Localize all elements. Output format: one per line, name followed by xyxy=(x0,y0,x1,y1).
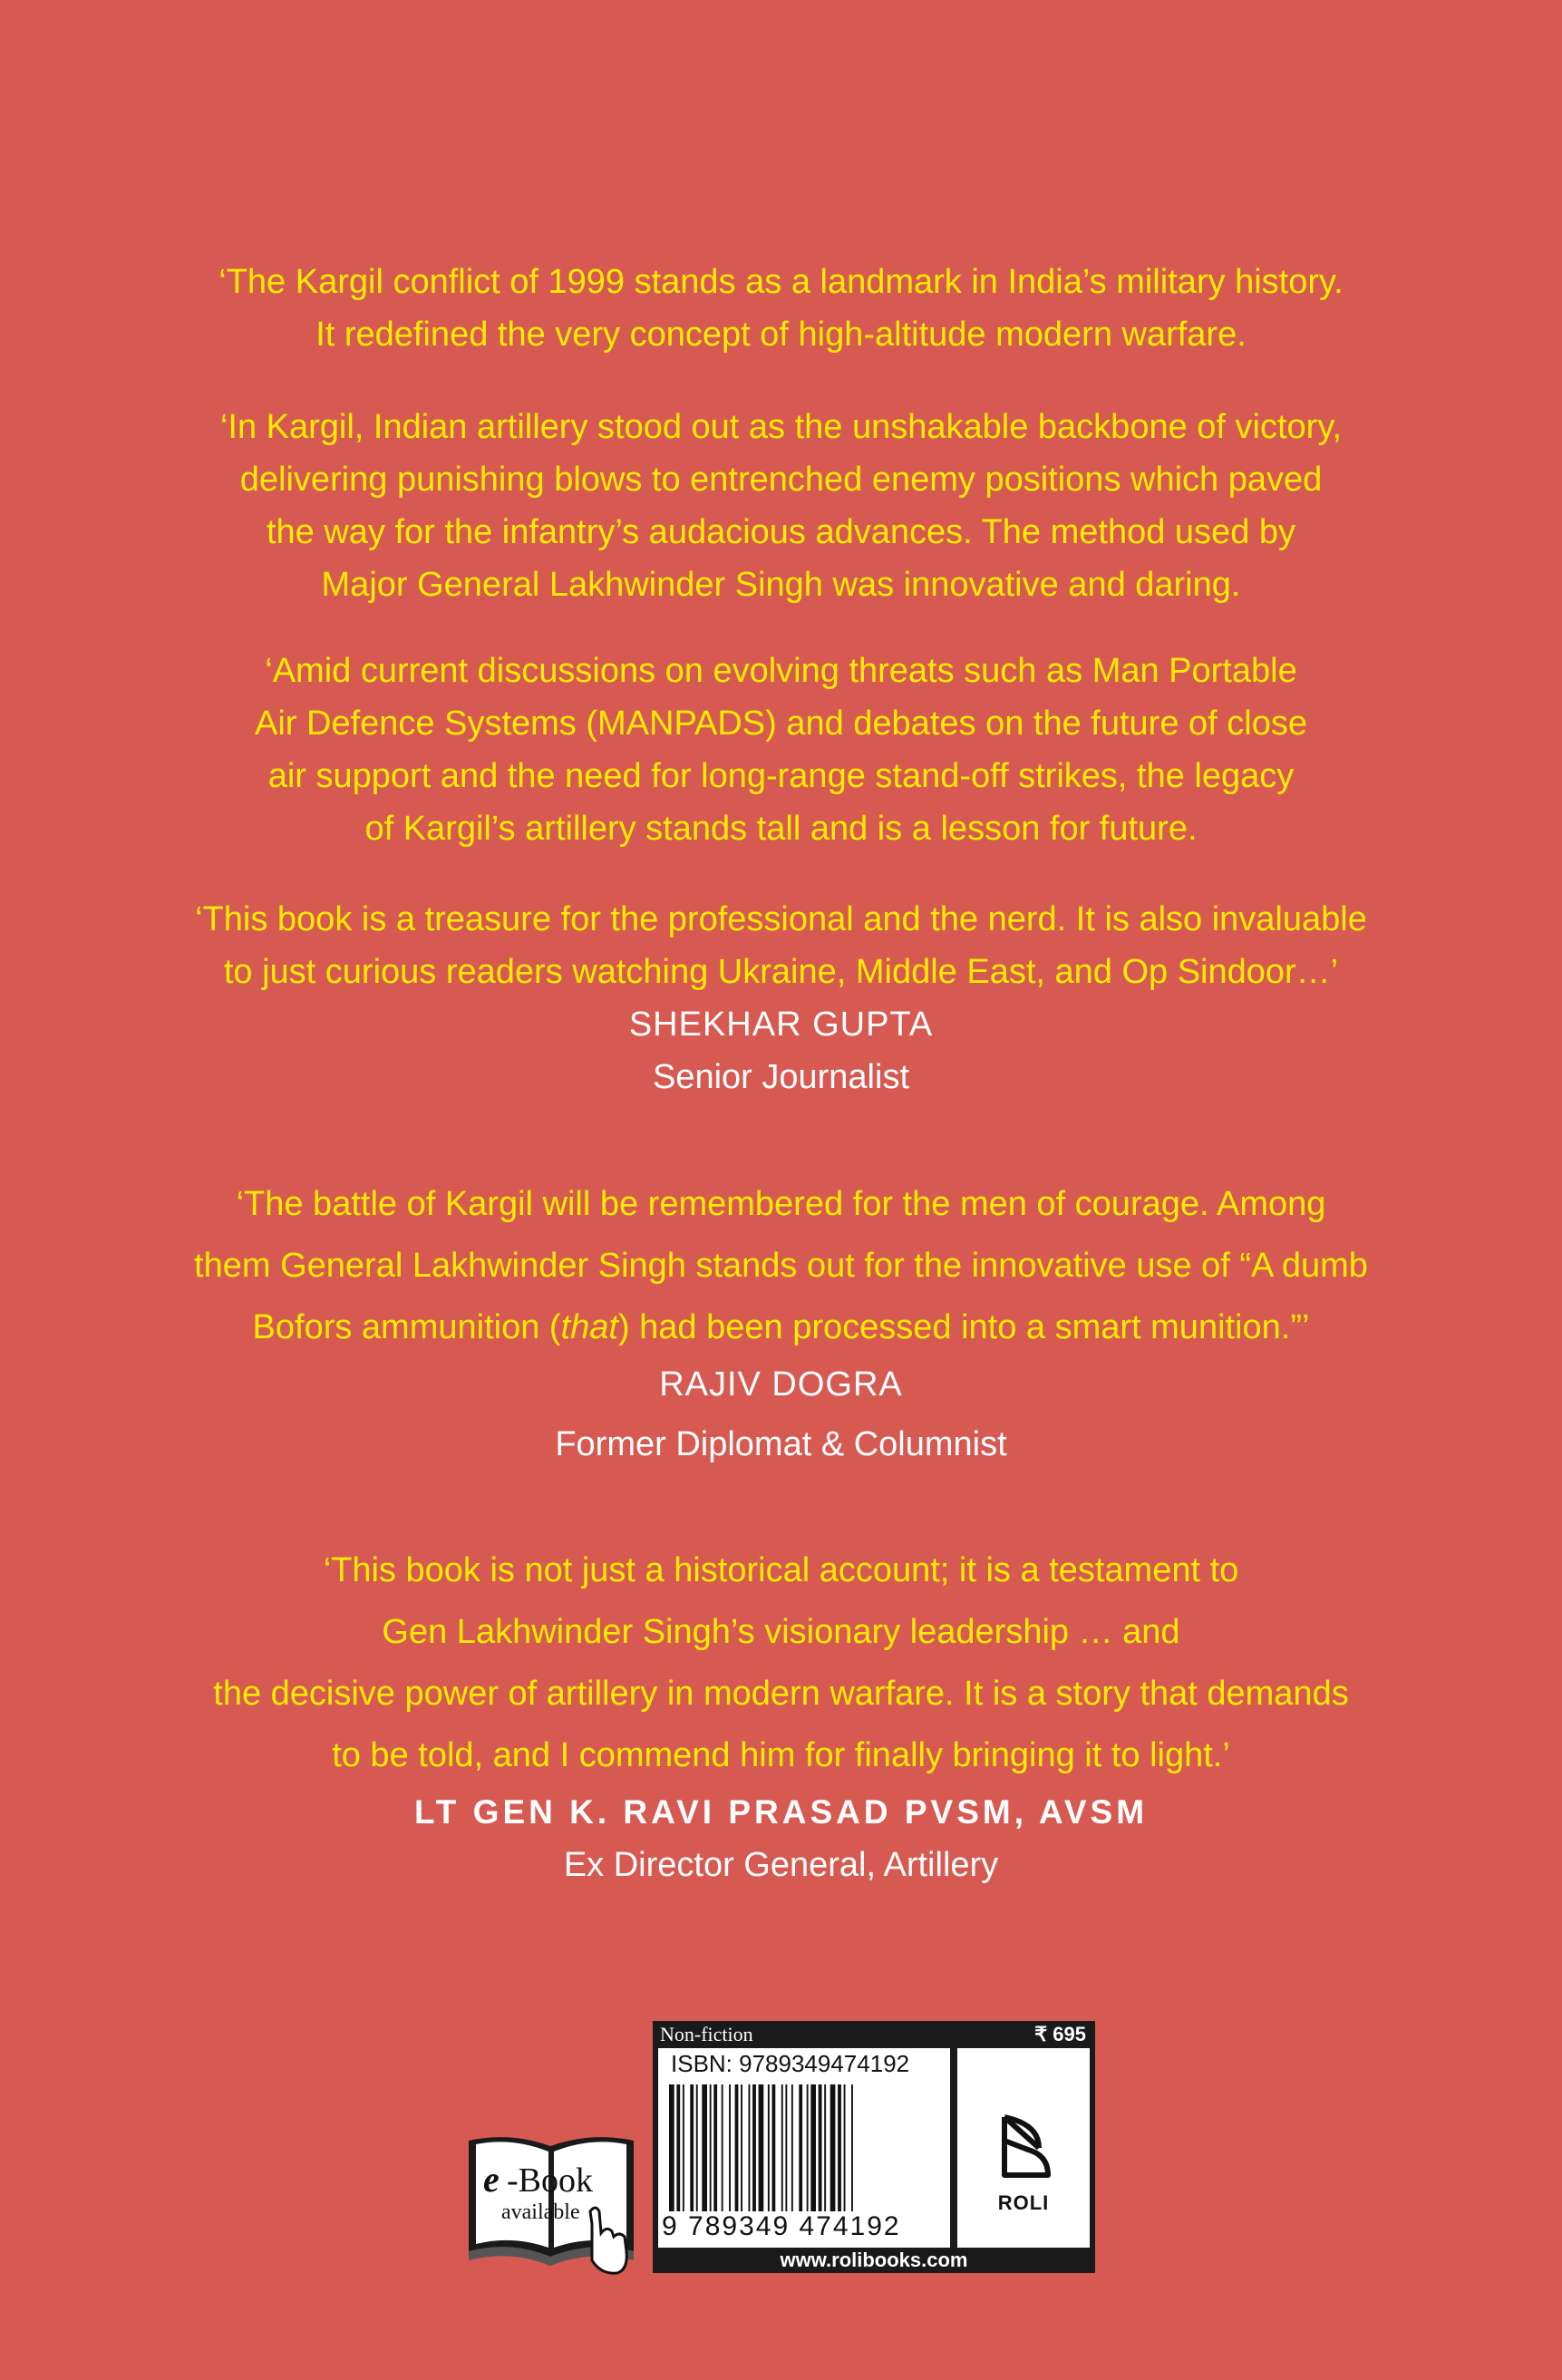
barcode-bar xyxy=(690,2084,694,2211)
barcode-bar xyxy=(781,2084,783,2211)
barcode-digits: 9 789349 474192 xyxy=(662,2211,901,2241)
barcode-bar xyxy=(713,2084,717,2211)
quote-line-part: Bofors ammunition ( xyxy=(252,1308,561,1346)
quote-line: delivering punishing blows to entrenched enemy positions which paved xyxy=(239,461,1323,499)
quote-line: ‘The Kargil conflict of 1999 stands as a landmark in India’s military history. xyxy=(218,263,1344,301)
quote-line xyxy=(0,1297,1562,1358)
quote-4 xyxy=(0,893,1562,1103)
quote-author: RAJIV DOGRA xyxy=(659,1365,903,1404)
quote-line: ‘In Kargil, Indian artillery stood out as the unshakable backbone of victory, xyxy=(219,408,1343,446)
quote-3 xyxy=(0,645,1562,855)
quote-6 xyxy=(0,1540,1562,1891)
quote-line: Major General Lakhwinder Singh was innovative and daring. xyxy=(321,566,1241,604)
barcode-bar xyxy=(830,2084,836,2211)
barcode-bar xyxy=(768,2084,770,2211)
barcode-bar xyxy=(810,2084,816,2211)
quote-2 xyxy=(0,401,1562,611)
quote-line: ‘The battle of Kargil will be remembered for the men of courage. Among xyxy=(236,1185,1326,1223)
barcode-bars xyxy=(669,2084,941,2211)
quote-author: LT GEN K. RAVI PRASAD PVSM, AVSM xyxy=(413,1793,1149,1831)
quote-line: ‘This book is not just a historical account; it is a testament to xyxy=(323,1551,1239,1589)
quote-line: them General Lakhwinder Singh stands out for the innovative use of “A dumb xyxy=(194,1247,1368,1285)
quote-author-role: Ex Director General, Artillery xyxy=(563,1846,999,1884)
barcode-bar xyxy=(819,2084,822,2211)
genre-label: Non-fiction xyxy=(660,2023,753,2045)
barcode-bar xyxy=(729,2084,731,2211)
ebook-available-badge xyxy=(465,2124,637,2277)
quote-line-part: ) had been processed into a smart munition.”’ xyxy=(617,1308,1310,1346)
barcode-bar xyxy=(844,2084,846,2211)
barcode-bar xyxy=(702,2084,707,2211)
quote-line: to be told, and I commend him for finally bringing it to light.’ xyxy=(332,1736,1230,1774)
quote-line: ‘This book is a treasure for the professional and the nerd. It is also invaluable xyxy=(195,900,1367,938)
quote-author-role: Former Diplomat & Columnist xyxy=(555,1425,1007,1463)
open-book-icon xyxy=(465,2124,637,2277)
publisher-website: www.rolibooks.com xyxy=(780,2249,968,2271)
isbn-label: ISBN: 9789349474192 xyxy=(671,2050,910,2077)
barcode-bar xyxy=(735,2084,739,2211)
roli-logo-icon xyxy=(957,2048,1090,2184)
barcode-bar xyxy=(838,2084,841,2211)
barcode-bar xyxy=(741,2084,742,2211)
barcode-bar xyxy=(851,2084,853,2211)
publisher-name: ROLI xyxy=(997,2191,1050,2214)
publisher-logo-box xyxy=(957,2048,1090,2248)
barcode-bar xyxy=(759,2084,764,2211)
quote-line-italic: that xyxy=(560,1308,618,1346)
quote-author-role: Senior Journalist xyxy=(652,1058,910,1096)
barcode-bar xyxy=(669,2084,674,2211)
barcode-bar xyxy=(785,2084,787,2211)
barcode-bar xyxy=(799,2084,802,2211)
barcode-bar xyxy=(722,2084,723,2211)
barcode-bar xyxy=(824,2084,826,2211)
quote-line: the way for the infantry’s audacious advances. The method used by xyxy=(266,513,1296,551)
ebook-e: e xyxy=(483,2159,500,2200)
quote-author: SHEKHAR GUPTA xyxy=(628,1005,934,1044)
barcode-bar xyxy=(752,2084,756,2211)
barcode-bar xyxy=(772,2084,776,2211)
quote-1 xyxy=(0,256,1562,361)
quote-line: It redefined the very concept of high-altitude modern warfare. xyxy=(315,316,1247,354)
barcode-bar xyxy=(710,2084,712,2211)
quote-line: air support and the need for long-range stand-off strikes, the legacy xyxy=(267,757,1295,795)
quote-line: to just curious readers watching Ukraine, Middle East, and Op Sindoor…’ xyxy=(223,953,1339,991)
barcode-bar xyxy=(749,2084,751,2211)
barcode-bar xyxy=(696,2084,698,2211)
ebook-available: available xyxy=(501,2200,580,2224)
barcode-panel xyxy=(653,2021,1095,2273)
quote-line: the decisive power of artillery in modern warfare. It is a story that demands xyxy=(213,1675,1349,1713)
barcode-bar xyxy=(791,2084,793,2211)
price-label: ₹ 695 xyxy=(1034,2023,1086,2045)
ebook-book: -Book xyxy=(507,2161,593,2200)
barcode-bar xyxy=(807,2084,809,2211)
barcode-area xyxy=(658,2048,950,2248)
quote-line: of Kargil’s artillery stands tall and is a lesson for future. xyxy=(364,810,1198,848)
barcode-bar xyxy=(676,2084,680,2211)
quote-line: Gen Lakhwinder Singh’s visionary leadership … and xyxy=(382,1613,1180,1651)
barcode-bar xyxy=(683,2084,684,2211)
quote-line: ‘Amid current discussions on evolving threats such as Man Portable xyxy=(265,652,1297,690)
quote-5 xyxy=(0,1173,1562,1471)
barcode-header xyxy=(653,2021,1095,2048)
quote-line: Air Defence Systems (MANPADS) and debates on the future of close xyxy=(255,704,1307,743)
